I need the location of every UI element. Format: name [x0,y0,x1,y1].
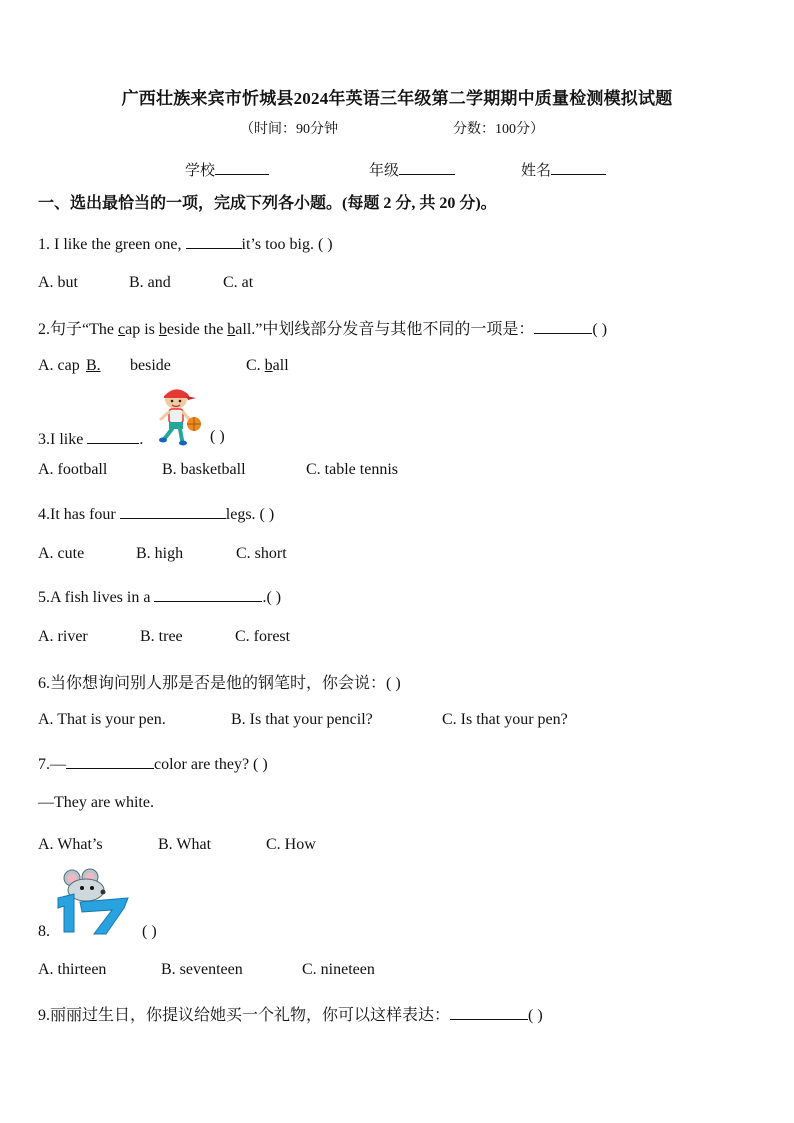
option-c-word: all [272,357,289,374]
time-info: （时间：90分钟 [240,122,338,137]
options-8 [38,961,375,979]
question-text: 7.— [38,756,66,773]
options-2 [38,357,289,375]
score-info: 分数：100分） [453,122,544,137]
option-a[interactable]: A. cap [38,357,80,374]
school-blank[interactable] [215,159,269,175]
options-3 [38,461,398,479]
option-c[interactable]: C. How [266,836,316,853]
option-b[interactable]: B. basketball [162,461,246,478]
name-label: 姓名 [521,163,552,179]
question-text: all.”中划线部分发音与其他不同的一项是： [235,321,535,338]
option-a[interactable]: A. cute [38,545,85,562]
option-c[interactable]: C. short [236,545,287,562]
question-text: 5.A fish lives in a [38,589,155,606]
name-blank[interactable] [551,159,606,175]
option-a[interactable]: A. What’s [38,836,103,853]
question-text: legs. ( ) [225,506,275,523]
question-2 [38,316,607,339]
grade-field[interactable] [369,159,455,180]
option-b[interactable]: B. Is that your pencil? [231,711,373,728]
question-8: 8. [38,923,50,940]
page-title: 广西壮族来宾市忻城县2024年英语三年级第二学期期中质量检测模拟试题 [121,89,673,108]
option-a[interactable]: A. but [38,274,78,291]
answer-blank[interactable] [66,753,154,769]
answer-blank[interactable] [154,586,262,602]
question-text: 9.丽丽过生日，你提议给她买一个礼物，你可以这样表达： [38,1007,451,1024]
option-b[interactable]: B. high [136,545,184,562]
question-text: eside the [166,321,228,338]
option-c[interactable]: C. nineteen [302,961,375,978]
underlined-letter: b [227,321,236,338]
option-b[interactable] [86,357,246,375]
option-b[interactable]: B. and [129,274,171,291]
question-text: ( ) [528,1007,543,1024]
question-6: 6.当你想询问别人那是否是他的钢笔时，你会说：( ) [38,675,401,692]
question-1 [38,233,333,254]
option-c[interactable]: C. at [223,274,254,291]
question-5 [38,586,281,607]
question-7-answer: —They are white. [38,794,154,811]
question-text: ( ) [592,321,608,338]
underlined-letter: b [158,321,167,338]
answer-paren: ( ) [210,428,225,445]
answer-blank[interactable] [534,318,592,334]
question-4 [38,503,274,524]
mouse-seventeen-icon [54,868,134,938]
section-heading: 一、选出最恰当的一项，完成下列各小题。(每题 2 分, 共 20 分)。 [38,195,497,212]
question-text: it’s too big. ( ) [241,236,333,253]
school-label: 学校 [185,163,216,179]
options-5 [38,628,290,646]
school-field[interactable] [185,159,269,180]
option-b[interactable]: B. What [158,836,212,853]
option-b-letter: B. [86,357,101,374]
option-a[interactable]: A. That is your pen. [38,711,166,728]
option-b[interactable]: B. tree [140,628,183,645]
underlined-letter: b [264,357,273,374]
grade-blank[interactable] [399,159,455,175]
option-a[interactable]: A. thirteen [38,961,107,978]
option-a[interactable]: A. football [38,461,108,478]
question-text: . [139,431,144,448]
answer-blank[interactable] [120,503,226,519]
question-text: 3.I like [38,431,88,448]
option-c[interactable]: C. Is that your pen? [442,711,568,728]
question-text: 2.句子“The [38,321,118,338]
options-6 [38,711,568,729]
boy-basketball-icon [152,386,204,446]
answer-blank[interactable] [87,428,139,444]
question-text: .( ) [262,589,282,606]
question-7 [38,753,268,774]
option-b-word: beside [130,357,171,374]
question-9 [38,1002,543,1025]
options-4 [38,545,287,563]
question-text: 4.It has four [38,506,120,523]
options-1 [38,274,253,292]
underlined-letter: c [117,321,126,338]
question-text: color are they? ( ) [154,756,268,773]
grade-label: 年级 [369,163,400,179]
question-3 [38,428,143,449]
option-c-letter: C. [246,357,265,374]
answer-blank[interactable] [450,1004,528,1020]
option-c[interactable]: C. table tennis [306,461,398,478]
answer-paren: ( ) [142,923,157,940]
question-text: 1. I like the green one, [38,236,186,253]
question-text: ap is [125,321,159,338]
option-b[interactable]: B. seventeen [161,961,243,978]
option-c[interactable] [246,357,289,375]
name-field[interactable] [521,159,606,180]
option-c[interactable]: C. forest [235,628,291,645]
options-7 [38,836,316,854]
option-a[interactable]: A. river [38,628,88,645]
answer-blank[interactable] [186,233,242,249]
